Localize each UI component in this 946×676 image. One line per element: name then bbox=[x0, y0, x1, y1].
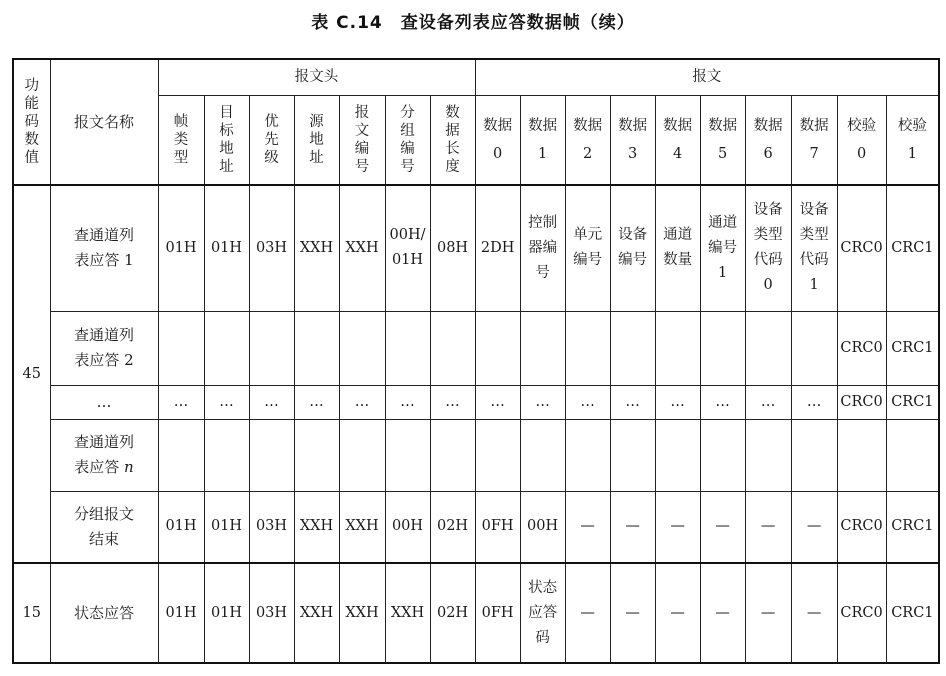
body-col-header bbox=[655, 95, 700, 185]
cell-line: 报 bbox=[354, 104, 370, 121]
cell-line: — bbox=[806, 518, 822, 535]
cell-line: 文 bbox=[354, 122, 370, 139]
table-cell bbox=[837, 385, 886, 419]
cell-line: 址 bbox=[309, 149, 324, 166]
cell-line: … bbox=[760, 393, 776, 410]
cell-line: 设备 bbox=[618, 227, 648, 244]
cell-line: 号 bbox=[400, 158, 415, 175]
cell-line: — bbox=[806, 604, 822, 621]
table-cell bbox=[158, 385, 204, 419]
cell-line: … bbox=[445, 393, 460, 410]
table-cell bbox=[249, 419, 294, 491]
cell-line: CRC1 bbox=[891, 239, 934, 256]
table-cell bbox=[745, 419, 791, 491]
table-cell bbox=[520, 311, 565, 385]
cell-line: — bbox=[670, 518, 685, 535]
head-col-header bbox=[430, 95, 475, 185]
table-cell bbox=[700, 185, 745, 311]
table-cell bbox=[204, 385, 249, 419]
cell-line: … bbox=[96, 392, 112, 411]
table-cell bbox=[745, 563, 791, 663]
cell-line: 1 bbox=[537, 145, 548, 162]
cell-line: XXH bbox=[299, 518, 334, 535]
cell-line: 数 bbox=[445, 104, 460, 121]
table-cell bbox=[158, 185, 204, 311]
cell-line: … bbox=[219, 393, 234, 410]
cell-line: 组 bbox=[400, 122, 415, 139]
table-cell bbox=[385, 563, 430, 663]
head-col-header bbox=[385, 95, 430, 185]
table-cell bbox=[745, 385, 791, 419]
table-cell bbox=[655, 385, 700, 419]
cell-line: … bbox=[715, 393, 730, 410]
cell-line: 结束 bbox=[88, 529, 119, 548]
table-cell bbox=[837, 419, 886, 491]
table-cell bbox=[610, 385, 655, 419]
table-cell bbox=[565, 385, 610, 419]
table-cell bbox=[158, 311, 204, 385]
cell-line: 0 bbox=[763, 277, 773, 294]
table-cell bbox=[204, 311, 249, 385]
table-cell bbox=[520, 563, 565, 663]
table-row bbox=[13, 419, 939, 491]
table-cell bbox=[520, 419, 565, 491]
table-cell bbox=[339, 311, 385, 385]
table-cell bbox=[886, 185, 939, 311]
cell-line: 4 bbox=[672, 145, 683, 162]
table-cell bbox=[385, 385, 430, 419]
table-cell bbox=[886, 491, 939, 563]
table-cell bbox=[249, 563, 294, 663]
cell-line: CRC1 bbox=[891, 339, 934, 356]
table-cell bbox=[339, 419, 385, 491]
table-cell bbox=[565, 311, 610, 385]
table-row bbox=[13, 385, 939, 419]
cell-line: … bbox=[173, 393, 189, 410]
cell-line: 1 bbox=[907, 145, 917, 162]
head-col-header bbox=[158, 95, 204, 185]
cell-line: … bbox=[354, 393, 370, 410]
cell-line: 00H bbox=[391, 518, 424, 535]
table-cell bbox=[700, 385, 745, 419]
func-code-header bbox=[13, 59, 50, 185]
msg-name-cell bbox=[50, 419, 158, 491]
table-row bbox=[13, 185, 939, 311]
cell-line: 编号 bbox=[618, 252, 648, 269]
cell-line: 数据 bbox=[573, 117, 603, 134]
cell-line: 代码 bbox=[799, 252, 829, 269]
cell-line: 编 bbox=[400, 140, 415, 157]
cell-line: 状态 bbox=[528, 579, 558, 596]
cell-line: 度 bbox=[445, 158, 460, 175]
cell-line: 设备 bbox=[799, 202, 829, 219]
cell-line: — bbox=[580, 604, 595, 621]
table-cell bbox=[837, 563, 886, 663]
table-cell bbox=[294, 185, 339, 311]
cell-line: 应答 bbox=[528, 604, 558, 621]
cell-line: XXH bbox=[390, 604, 425, 621]
cell-line: 单元 bbox=[573, 227, 603, 244]
cell-line: 0FH bbox=[481, 518, 514, 535]
header-group-body: 报文 bbox=[475, 59, 939, 95]
cell-line: 数据 bbox=[708, 117, 738, 134]
cell-line: 先 bbox=[264, 131, 279, 148]
cell-line: 目 bbox=[219, 104, 234, 121]
msg-name-cell bbox=[50, 185, 158, 311]
cell-line: 分 bbox=[400, 104, 415, 121]
table-cell bbox=[430, 311, 475, 385]
cell-line: CRC0 bbox=[840, 339, 883, 356]
table-cell bbox=[791, 185, 837, 311]
cell-line: 01H bbox=[165, 518, 197, 535]
table-cell bbox=[385, 419, 430, 491]
cell-line: 查通道列 bbox=[73, 226, 134, 245]
cell-line: 7 bbox=[809, 145, 819, 162]
cell-line: … bbox=[625, 393, 640, 410]
cell-line: … bbox=[670, 393, 685, 410]
cell-line: 能 bbox=[24, 96, 39, 112]
table-cell bbox=[520, 385, 565, 419]
table-cell bbox=[791, 491, 837, 563]
table-cell bbox=[294, 419, 339, 491]
table-cell bbox=[249, 311, 294, 385]
cell-line: 00H bbox=[527, 518, 559, 535]
table-cell bbox=[655, 185, 700, 311]
table-cell bbox=[339, 385, 385, 419]
cell-line: 值 bbox=[24, 150, 39, 166]
cell-line: 优 bbox=[264, 113, 279, 130]
msg-name-cell bbox=[50, 311, 158, 385]
cell-line: 通道 bbox=[708, 214, 738, 231]
table-cell bbox=[475, 491, 520, 563]
cell-line: CRC0 bbox=[840, 604, 883, 621]
cell-line: 表应答 1 bbox=[74, 251, 134, 270]
cell-line: 数据 bbox=[799, 117, 829, 134]
table-cell bbox=[565, 563, 610, 663]
table-row bbox=[13, 491, 939, 563]
data-frame-table bbox=[12, 58, 940, 664]
cell-line: 校验 bbox=[847, 117, 877, 134]
cell-line: 0 bbox=[492, 145, 503, 162]
cell-line: 查通道列 bbox=[73, 433, 134, 451]
cell-line: 03H bbox=[255, 239, 288, 256]
table-cell bbox=[837, 491, 886, 563]
cell-line: 型 bbox=[173, 149, 189, 166]
cell-line: 表应答 n bbox=[74, 458, 134, 476]
table-cell bbox=[655, 563, 700, 663]
table-cell bbox=[475, 563, 520, 663]
table-cell bbox=[430, 419, 475, 491]
cell-line: CRC1 bbox=[891, 393, 934, 410]
msg-name-cell bbox=[50, 563, 158, 663]
cell-line: 数据 bbox=[753, 117, 783, 134]
table-row bbox=[13, 311, 939, 385]
table-cell bbox=[610, 563, 655, 663]
table-cell bbox=[520, 491, 565, 563]
table-cell bbox=[886, 419, 939, 491]
cell-line: 5 bbox=[717, 145, 728, 162]
cell-line: 功 bbox=[24, 78, 39, 94]
table-cell bbox=[745, 185, 791, 311]
cell-line: 查通道列 bbox=[73, 326, 134, 344]
cell-line: — bbox=[760, 518, 776, 535]
table-cell bbox=[430, 385, 475, 419]
cell-line: 代码 bbox=[753, 252, 783, 269]
cell-line: — bbox=[580, 518, 595, 535]
cell-line: CRC1 bbox=[891, 604, 934, 621]
head-col-header bbox=[204, 95, 249, 185]
cell-line: 地 bbox=[309, 131, 324, 148]
cell-line: 长 bbox=[445, 140, 460, 157]
cell-line: 2DH bbox=[480, 239, 515, 256]
cell-line: XXH bbox=[299, 604, 334, 621]
table-cell bbox=[655, 311, 700, 385]
body-col-header bbox=[520, 95, 565, 185]
cell-line: 器编 bbox=[528, 239, 558, 256]
cell-line: 控制 bbox=[528, 214, 558, 231]
header-group-head: 报文头 bbox=[158, 59, 475, 95]
cell-line: 数据 bbox=[618, 117, 648, 134]
table-cell bbox=[385, 491, 430, 563]
cell-line: 源 bbox=[309, 113, 324, 130]
body-col-header bbox=[791, 95, 837, 185]
table-cell bbox=[475, 311, 520, 385]
msg-name-cell bbox=[50, 491, 158, 563]
cell-line: CRC0 bbox=[840, 239, 883, 256]
cell-line: 3 bbox=[627, 145, 638, 162]
cell-line: 数据 bbox=[528, 117, 558, 134]
cell-line: — bbox=[670, 604, 685, 621]
cell-line: 02H bbox=[436, 518, 469, 535]
table-cell bbox=[837, 311, 886, 385]
table-cell bbox=[565, 491, 610, 563]
cell-line: 02H bbox=[436, 604, 469, 621]
cell-line: 类 bbox=[173, 131, 189, 148]
table-cell bbox=[294, 311, 339, 385]
head-col-header bbox=[294, 95, 339, 185]
cell-line: 通道 bbox=[663, 227, 693, 244]
cell-line: 0FH bbox=[481, 604, 514, 621]
table-cell bbox=[158, 419, 204, 491]
table-cell bbox=[294, 491, 339, 563]
head-col-header bbox=[249, 95, 294, 185]
cell-line: … bbox=[309, 393, 324, 410]
cell-line: 01H bbox=[391, 252, 424, 269]
body-col-header bbox=[886, 95, 939, 185]
cell-line: 级 bbox=[264, 149, 279, 166]
cell-line: — bbox=[760, 604, 776, 621]
table-cell bbox=[204, 419, 249, 491]
table-cell bbox=[791, 563, 837, 663]
cell-line: 设备 bbox=[753, 202, 783, 219]
table-cell bbox=[610, 185, 655, 311]
cell-line: 号 bbox=[354, 158, 370, 175]
table-cell bbox=[655, 419, 700, 491]
cell-line: 0 bbox=[856, 145, 867, 162]
cell-line: 帧 bbox=[173, 113, 189, 130]
cell-line: 数据 bbox=[663, 117, 693, 134]
body-col-header bbox=[700, 95, 745, 185]
table-cell bbox=[886, 385, 939, 419]
cell-line: … bbox=[580, 393, 595, 410]
cell-line: CRC0 bbox=[840, 518, 883, 535]
msg-name-header: 报文名称 bbox=[50, 59, 158, 185]
table-cell bbox=[385, 185, 430, 311]
table-cell bbox=[886, 311, 939, 385]
cell-line: 6 bbox=[763, 145, 773, 162]
cell-line: 标 bbox=[219, 122, 234, 139]
cell-line: 号 bbox=[535, 264, 550, 281]
table-cell bbox=[339, 563, 385, 663]
cell-line: 08H bbox=[436, 239, 469, 256]
cell-line: 据 bbox=[445, 122, 460, 139]
table-cell bbox=[475, 385, 520, 419]
func-code-cell: 15 bbox=[13, 563, 50, 663]
cell-line: 状态应答 bbox=[73, 603, 134, 622]
cell-line: XXH bbox=[345, 604, 379, 621]
cell-line: 01H bbox=[210, 604, 243, 621]
body-col-header bbox=[745, 95, 791, 185]
cell-line: 2 bbox=[582, 145, 593, 162]
table-cell bbox=[249, 185, 294, 311]
cell-line: 分组报文 bbox=[73, 504, 134, 523]
table-cell bbox=[886, 563, 939, 663]
cell-line: 03H bbox=[255, 518, 288, 535]
table-cell bbox=[655, 491, 700, 563]
cell-line: 01H bbox=[210, 518, 243, 535]
table-cell bbox=[475, 185, 520, 311]
table-cell bbox=[700, 563, 745, 663]
cell-line: XXH bbox=[345, 518, 379, 535]
cell-line: 数据 bbox=[483, 117, 513, 134]
cell-line: 表应答 2 bbox=[74, 351, 134, 369]
cell-line: 校验 bbox=[897, 117, 927, 134]
table-cell bbox=[249, 385, 294, 419]
cell-line: … bbox=[535, 393, 550, 410]
cell-line: XXH bbox=[345, 239, 379, 256]
cell-line: … bbox=[806, 393, 822, 410]
body-col-header bbox=[610, 95, 655, 185]
cell-line: 码 bbox=[535, 629, 550, 646]
cell-line: 数 bbox=[24, 132, 39, 148]
table-cell bbox=[700, 491, 745, 563]
body-col-header bbox=[475, 95, 520, 185]
table-cell bbox=[745, 491, 791, 563]
cell-line: 1 bbox=[809, 277, 819, 294]
table-cell bbox=[158, 491, 204, 563]
table-cell bbox=[475, 419, 520, 491]
cell-line: — bbox=[715, 604, 730, 621]
cell-line: 址 bbox=[219, 158, 234, 175]
table-cell bbox=[339, 491, 385, 563]
table-cell bbox=[339, 185, 385, 311]
cell-line: … bbox=[490, 393, 505, 410]
table-cell bbox=[204, 491, 249, 563]
table-cell bbox=[294, 385, 339, 419]
cell-line: 类型 bbox=[799, 227, 829, 244]
table-cell bbox=[610, 491, 655, 563]
cell-line: CRC1 bbox=[891, 518, 934, 535]
cell-line: … bbox=[264, 393, 279, 410]
cell-line: CRC0 bbox=[840, 393, 883, 410]
table-cell bbox=[610, 419, 655, 491]
table-cell bbox=[791, 311, 837, 385]
cell-line: 1 bbox=[717, 264, 728, 281]
cell-line: 01H bbox=[165, 604, 197, 621]
table-cell bbox=[385, 311, 430, 385]
table-row bbox=[13, 563, 939, 663]
table-title: 表 C.14 查设备列表应答数据帧（续） bbox=[311, 13, 635, 33]
head-col-header bbox=[339, 95, 385, 185]
cell-line: … bbox=[400, 393, 415, 410]
body-col-header bbox=[837, 95, 886, 185]
cell-line: — bbox=[715, 518, 730, 535]
cell-line: — bbox=[625, 604, 640, 621]
table-cell bbox=[249, 491, 294, 563]
table-cell bbox=[745, 311, 791, 385]
body-col-header bbox=[565, 95, 610, 185]
cell-line: 编 bbox=[354, 140, 370, 157]
table-cell bbox=[791, 419, 837, 491]
cell-line: 03H bbox=[255, 604, 288, 621]
table-cell bbox=[294, 563, 339, 663]
cell-line: 00H/ bbox=[389, 227, 426, 244]
cell-line: 码 bbox=[24, 114, 39, 130]
cell-line: 编号 bbox=[573, 252, 603, 269]
table-cell bbox=[565, 185, 610, 311]
table-cell bbox=[204, 185, 249, 311]
table-cell bbox=[430, 491, 475, 563]
cell-line: 数量 bbox=[663, 252, 693, 269]
table-cell bbox=[565, 419, 610, 491]
cell-line: 地 bbox=[219, 140, 234, 157]
table-cell bbox=[700, 311, 745, 385]
func-code-cell: 45 bbox=[13, 185, 50, 563]
cell-line: 编号 bbox=[708, 239, 738, 256]
table-cell bbox=[610, 311, 655, 385]
table-cell bbox=[791, 385, 837, 419]
table-cell bbox=[520, 185, 565, 311]
cell-line: 类型 bbox=[753, 227, 783, 244]
cell-line: 01H bbox=[210, 239, 243, 256]
table-cell bbox=[430, 563, 475, 663]
table-cell bbox=[700, 419, 745, 491]
table-cell bbox=[430, 185, 475, 311]
cell-line: 01H bbox=[165, 239, 197, 256]
table-cell bbox=[204, 563, 249, 663]
table-cell bbox=[158, 563, 204, 663]
cell-line: XXH bbox=[299, 239, 334, 256]
msg-name-cell bbox=[50, 385, 158, 419]
cell-line: — bbox=[625, 518, 640, 535]
table-cell bbox=[837, 185, 886, 311]
